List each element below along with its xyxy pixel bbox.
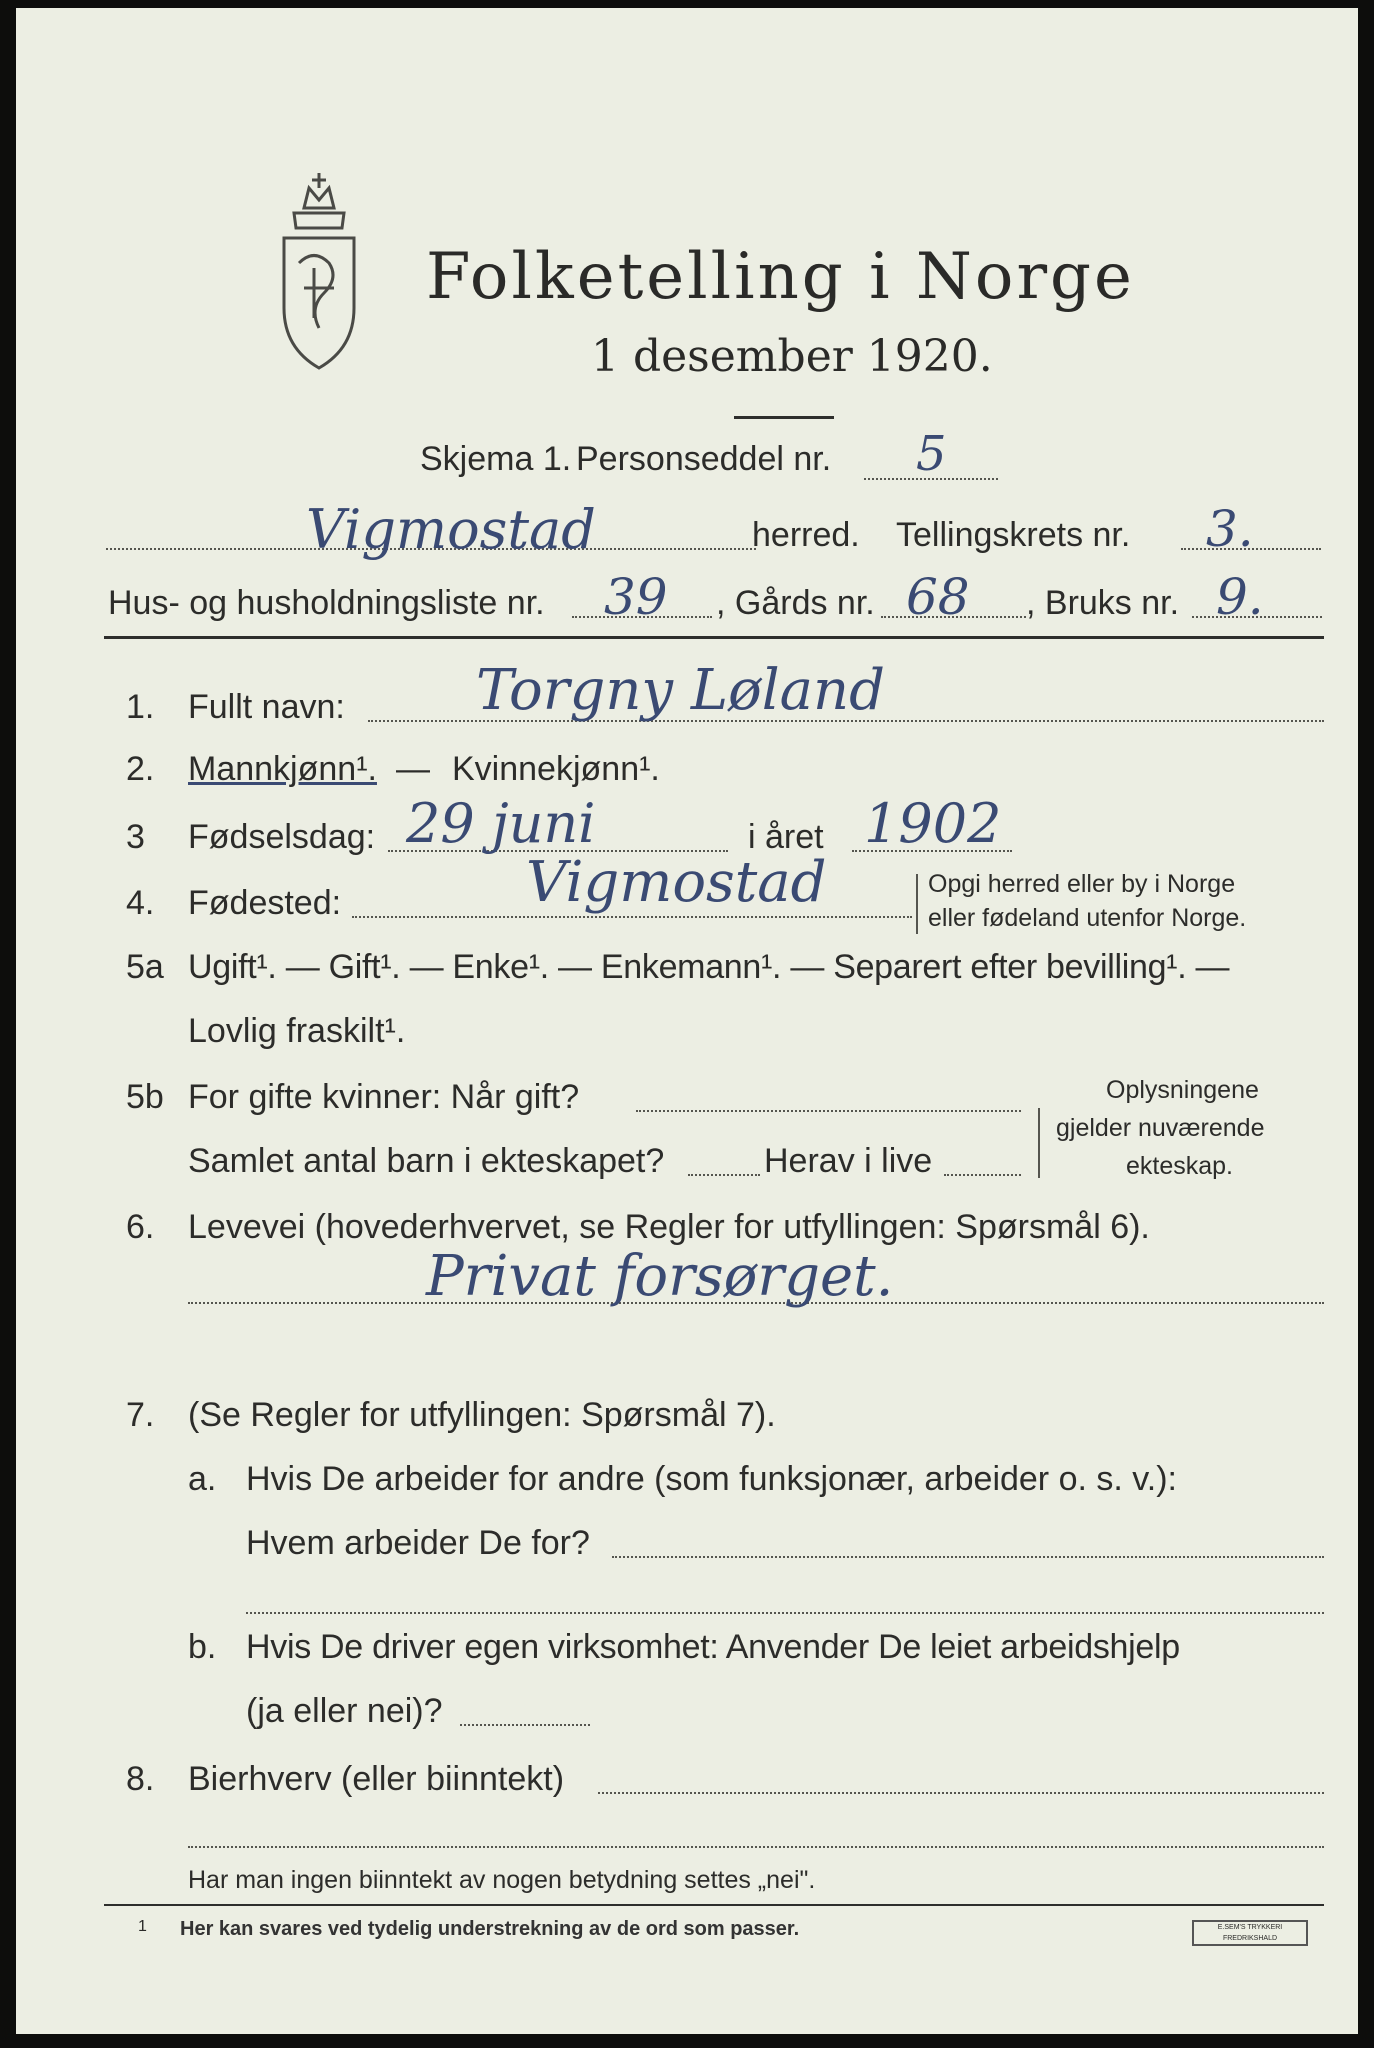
q7a-label: Hvis De arbeider for andre (som funksjonær, arbeider o. s. v.): <box>246 1460 1177 1498</box>
children-count-line <box>688 1174 760 1176</box>
birthplace-note-line1: Opgi herred eller by i Norge <box>928 870 1236 898</box>
q4-bracket <box>916 874 922 934</box>
title-divider <box>734 416 834 419</box>
marriage-note-line2: gjelder nuværende <box>1056 1114 1265 1142</box>
q1-number: 1. <box>126 688 155 726</box>
footer-divider <box>104 1904 1324 1906</box>
side-income-label: Bierhverv (eller biinntekt) <box>188 1760 565 1798</box>
personseddel-value: 5 <box>916 426 947 482</box>
hus-label: Hus- og husholdningsliste nr. <box>108 584 545 622</box>
occupation-label: Levevei (hovederhvervet, se Regler for utfyllingen: Spørsmål 6). <box>188 1208 1150 1246</box>
q7-number: 7. <box>126 1396 155 1434</box>
hus-value: 39 <box>604 568 668 626</box>
gender-female-option: Kvinnekjønn¹. <box>452 750 660 788</box>
q2-number: 2. <box>126 750 155 788</box>
q3-number: 3 <box>126 818 145 856</box>
herred-label: herred. <box>752 516 860 554</box>
employer-line-2 <box>246 1612 1324 1614</box>
married-when-label: For gifte kvinner: Når gift? <box>188 1078 580 1116</box>
q7-label: (Se Regler for utfyllingen: Spørsmål 7). <box>188 1396 776 1434</box>
hired-help-question: (ja eller nei)? <box>246 1692 443 1730</box>
bruks-value: 9. <box>1216 568 1264 626</box>
birth-date-value: 29 juni <box>406 792 596 855</box>
footnote-mark: 1 <box>138 1918 147 1935</box>
bruks-label: , Bruks nr. <box>1026 584 1180 622</box>
hired-help-line <box>460 1724 590 1726</box>
census-form-page <box>16 8 1358 2034</box>
footnote-text: Her kan svares ved tydelig understrekning av de ord som passer. <box>180 1918 800 1940</box>
q7b-number: b. <box>188 1628 217 1666</box>
employer-line <box>612 1556 1324 1558</box>
year-label: i året <box>748 818 824 856</box>
side-income-line-2 <box>188 1846 1324 1848</box>
q7a-number: a. <box>188 1460 217 1498</box>
q7b-label: Hvis De driver egen virksomhet: Anvender De leiet arbeidshjelp <box>246 1628 1180 1666</box>
marital-status-options: Ugift¹. — Gift¹. — Enke¹. — Enkemann¹. — Separert efter bevilling¹. — <box>188 948 1230 986</box>
q5b-bracket <box>1038 1108 1044 1178</box>
skjema-label: Skjema 1. <box>420 440 572 478</box>
gards-value: 68 <box>906 568 970 626</box>
gards-label: , Gårds nr. <box>716 584 875 622</box>
children-alive-label: Herav i live <box>764 1142 933 1180</box>
q4-label: Fødested: <box>188 884 342 922</box>
children-alive-line <box>944 1174 1021 1176</box>
marriage-note-line3: ekteskap. <box>1126 1152 1234 1180</box>
q6-number: 6. <box>126 1208 155 1246</box>
q8-number: 8. <box>126 1760 155 1798</box>
marriage-note-line1: Oplysningene <box>1106 1076 1259 1104</box>
q4-line <box>352 916 912 918</box>
side-income-note: Har man ingen biinntekt av nogen betydning settes „nei". <box>188 1866 816 1894</box>
occupation-value: Privat forsørget. <box>426 1244 894 1309</box>
q5a-number: 5a <box>126 948 164 986</box>
employer-question: Hvem arbeider De for? <box>246 1524 590 1562</box>
birth-year-value: 1902 <box>864 792 1002 855</box>
marital-status-divorced: Lovlig fraskilt¹. <box>188 1012 406 1050</box>
q1-label: Fullt navn: <box>188 688 345 726</box>
q5b-number: 5b <box>126 1078 164 1116</box>
norwegian-coat-of-arms-icon <box>264 168 374 382</box>
q4-number: 4. <box>126 884 155 922</box>
form-title: Folketelling i Norge <box>426 240 1135 314</box>
form-date: 1 desember 1920. <box>591 331 993 382</box>
birthplace-value: Vigmostad <box>526 850 827 915</box>
birthplace-note-line2: eller fødeland utenfor Norge. <box>928 904 1247 932</box>
personseddel-label: Personseddel nr. <box>576 440 832 478</box>
married-when-line <box>636 1110 1021 1112</box>
gender-separator: — <box>396 750 430 788</box>
gender-male-option: Mannkjønn¹. <box>188 750 377 788</box>
header-divider <box>104 636 1324 639</box>
printer-stamp: E.SEM'S TRYKKERI FREDRIKSHALD <box>1192 1920 1308 1946</box>
children-count-label: Samlet antal barn i ekteskapet? <box>188 1142 665 1180</box>
side-income-line <box>598 1792 1324 1794</box>
herred-value: Vigmostad <box>306 498 596 561</box>
tellingskrets-value: 3. <box>1206 500 1254 558</box>
tellingskrets-label: Tellingskrets nr. <box>896 516 1131 554</box>
full-name-value: Torgny Løland <box>476 658 885 723</box>
q3-label: Fødselsdag: <box>188 818 376 856</box>
